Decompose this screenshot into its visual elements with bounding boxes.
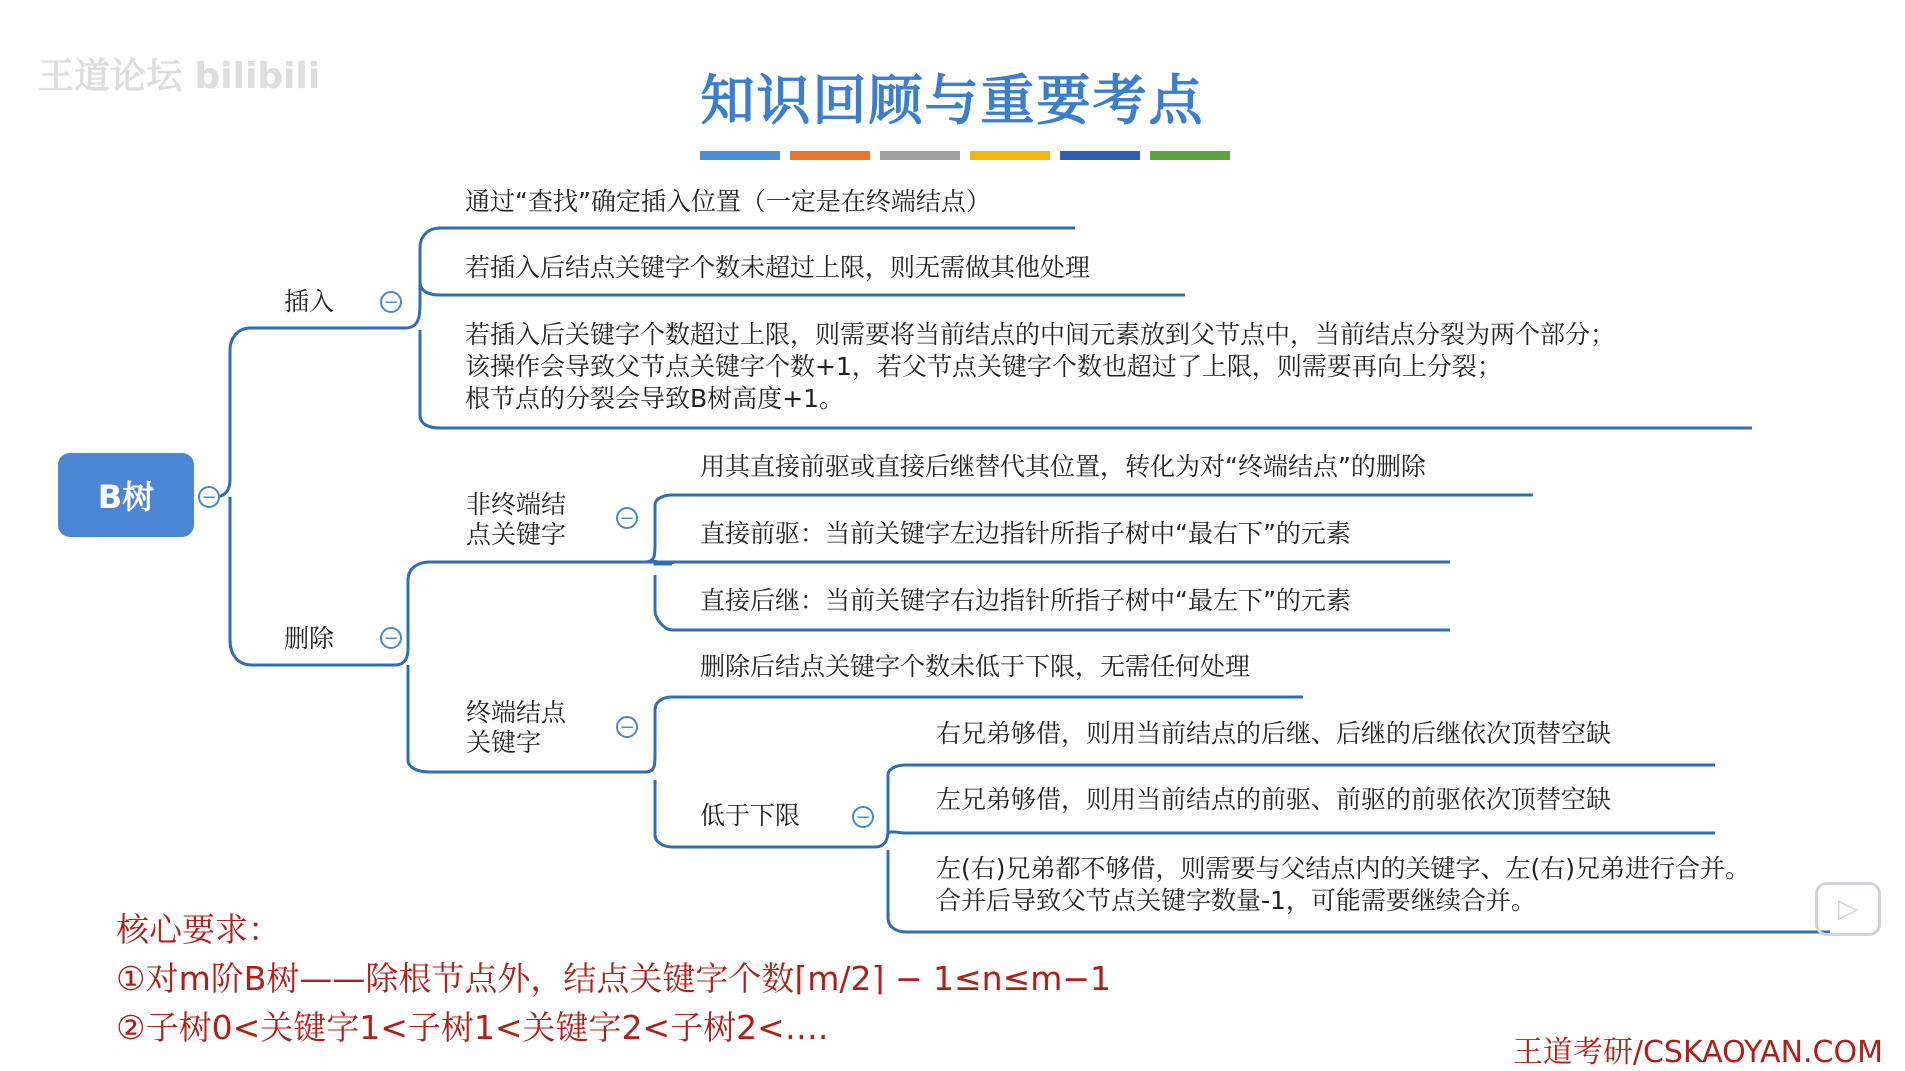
core-line-1: ①对m阶B树——除根节点外，结点关键字个数⌈m/2⌉ − 1≤n≤m−1 (116, 959, 1112, 998)
subbranch-label-nonterminal-1: 非终端结 (466, 490, 567, 519)
subbranch-label-terminal-1: 终端结点 (466, 698, 567, 727)
insert-item: 通过“查找”确定插入位置（一定是在终端结点） (465, 187, 991, 216)
insert-item: 根节点的分裂会导致B树高度+1。 (465, 384, 845, 413)
page-title: 知识回顾与重要考点 (700, 69, 1205, 132)
subbranch-label-below-limit: 低于下限 (700, 801, 801, 830)
nonterminal-item: 用其直接前驱或直接后继替代其位置，转化为对“终端结点”的删除 (700, 452, 1426, 481)
branch-label-delete: 删除 (284, 624, 335, 653)
insert-item: 若插入后结点关键字个数未超过上限，则无需做其他处理 (465, 253, 1091, 282)
below-limit-item: 合并后导致父节点关键字数量-1，可能需要继续合并。 (936, 886, 1536, 915)
below-limit-item: 左兄弟够借，则用当前结点的前驱、前驱的前驱依次顶替空缺 (936, 785, 1612, 814)
collapse-toggle-insert[interactable]: − (380, 291, 402, 313)
nonterminal-item: 直接后继：当前关键字右边指针所指子树中“最左下”的元素 (700, 586, 1351, 615)
collapse-toggle-nonterminal[interactable]: − (616, 507, 638, 529)
root-node[interactable]: B树 (58, 453, 194, 537)
below-limit-item: 右兄弟够借，则用当前结点的后继、后继的后继依次顶替空缺 (936, 719, 1612, 748)
footer-brand: 王道考研/CSKAOYAN.COM (1512, 1035, 1883, 1070)
core-heading: 核心要求： (116, 910, 281, 949)
nonterminal-item: 直接前驱：当前关键字左边指针所指子树中“最右下”的元素 (700, 519, 1351, 548)
core-line-2: ②子树0<关键字1<子树1<关键字2<子树2<…. (116, 1008, 829, 1047)
insert-item: 该操作会导致父节点关键字个数+1，若父节点关键字个数也超过了上限，则需要再向上分裂； (465, 352, 1502, 381)
play-icon[interactable]: ▷ (1815, 882, 1881, 936)
watermark: 王道论坛 bilibili (38, 56, 321, 97)
below-limit-item: 左(右)兄弟都不够借，则需要与父结点内的关键字、左(右)兄弟进行合并。 (936, 854, 1751, 883)
subbranch-label-terminal-2: 关键字 (466, 728, 542, 757)
terminal-item: 删除后结点关键字个数未低于下限，无需任何处理 (700, 652, 1251, 681)
subbranch-label-nonterminal-2: 点关键字 (466, 520, 567, 549)
insert-item: 若插入后关键字个数超过上限，则需要将当前结点的中间元素放到父节点中，当前结点分裂为两个部分； (465, 320, 1616, 349)
collapse-toggle-below-limit[interactable]: − (852, 806, 874, 828)
collapse-toggle-terminal[interactable]: − (616, 716, 638, 738)
branch-label-insert: 插入 (284, 287, 335, 316)
collapse-toggle-root[interactable]: − (198, 486, 220, 508)
collapse-toggle-delete[interactable]: − (380, 627, 402, 649)
connector-delete (254, 562, 605, 772)
